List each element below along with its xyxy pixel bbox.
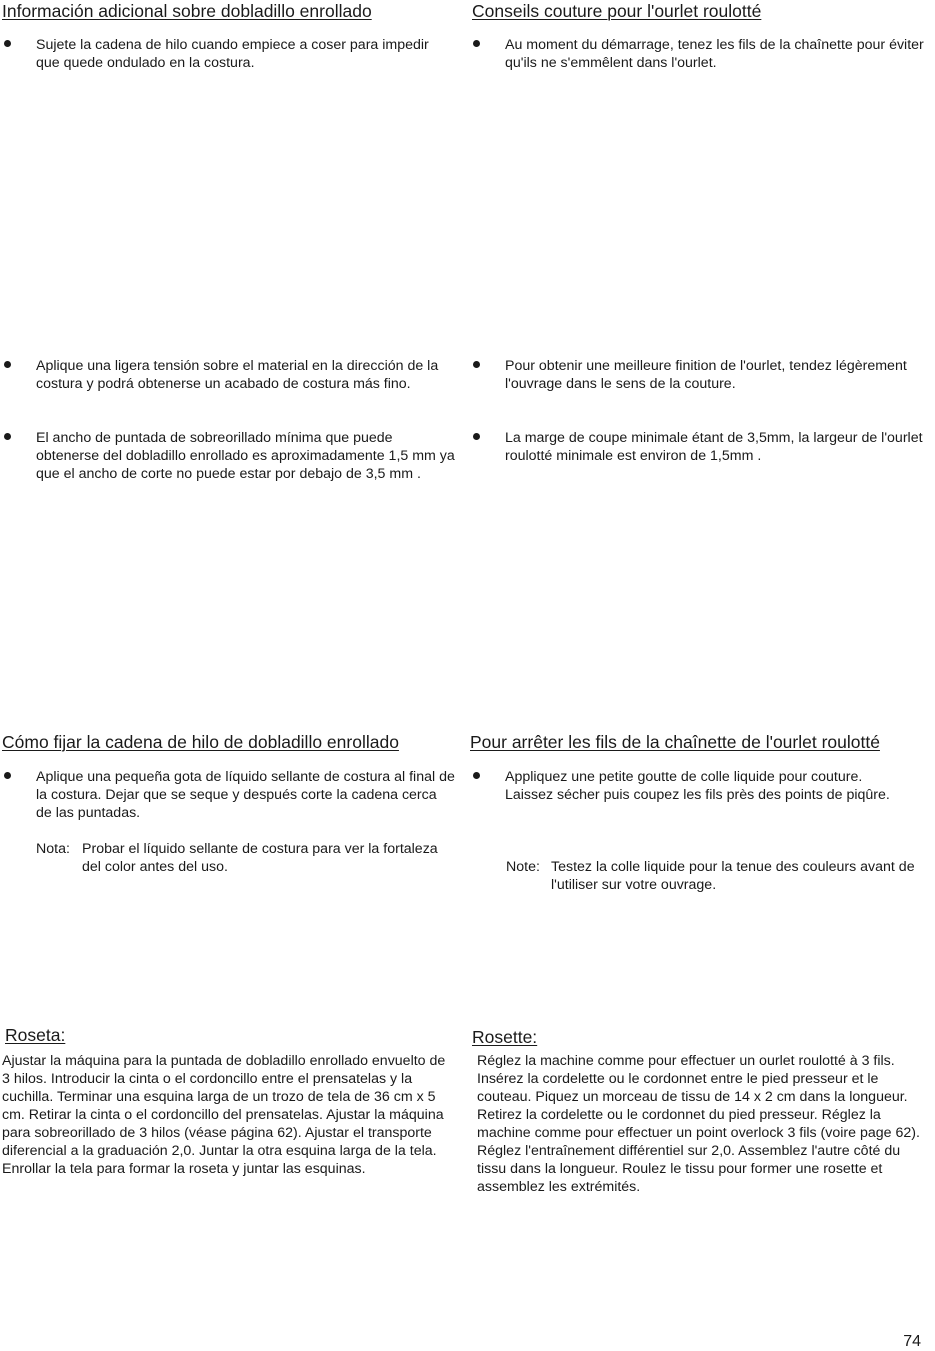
bullet-text: Aplique una pequeña gota de líquido sellante de costura al final de la costura. Dejar que se seque y después corte la cadena cerca de las puntadas.	[36, 769, 455, 821]
bullet-dot-icon	[4, 772, 11, 779]
bullet-text: El ancho de puntada de sobreorillado mínima que puede obtenerse del dobladillo enrollado es aproximadamente 1,5 mm ya que el ancho de corte no puede estar por debajo de 3,5 mm .	[36, 430, 455, 482]
bullet-text: Aplique una ligera tensión sobre el material en la dirección de la costura y podrá obtenerse un acabado de costura más fino.	[36, 358, 439, 392]
note-label: Note:	[506, 859, 540, 875]
bullet-dot-icon	[473, 40, 480, 47]
rosette-paragraph-fr: Réglez la machine comme pour effectuer un ourlet roulotté à 3 fils. Insérez la cordelette ou le cordonnet entre le pied presseur et le couteau. Piquez un morceau de tissu de 14 x 2 cm dans la longueur. Retirez la cordelette ou le cordonnet du pied presseur. Réglez la machine comme pour effectuer un point overlock 3 fils (voire page 62). Réglez l'entraînement différentiel sur 2,0. Assemblez l'autre côté du tissu dans la longueur. Roulez le tissu pour former une rosette et assemblez les extrémités.	[477, 1053, 920, 1195]
bullet-dot-icon	[473, 433, 480, 440]
spanish-column	[2, 0, 462, 1350]
note-label: Nota:	[36, 841, 70, 857]
heading-thread-chain-es: Cómo fijar la cadena de hilo de dobladillo enrollado	[2, 732, 399, 752]
bullet-dot-icon	[4, 433, 11, 440]
heading-rolled-hem-tips-fr: Conseils couture pour l'ourlet roulotté	[472, 1, 762, 21]
note	[36, 840, 456, 876]
bullet-text: La marge de coupe minimale étant de 3,5mm, la largeur de l'ourlet roulotté minimale est environ de 1,5mm .	[505, 430, 923, 464]
page-number: 74	[903, 1333, 921, 1350]
bullet-text: Appliquez une petite goutte de colle liquide pour couture. Laissez sécher puis coupez les fils près des points de piqûre.	[505, 769, 890, 803]
heading-rosette-fr: Rosette:	[472, 1027, 538, 1047]
bullet-dot-icon	[473, 772, 480, 779]
bullet-text: Au moment du démarrage, tenez les fils de la chaînette pour éviter qu'ils ne s'emmêlent dans l'ourlet.	[505, 37, 924, 71]
heading-thread-chain-fr: Pour arrêter les fils de la chaînette de l'ourlet roulotté	[470, 732, 880, 752]
heading-rolled-hem-info-es: Información adicional sobre dobladillo enrollado	[2, 1, 372, 21]
rosette-paragraph-es: Ajustar la máquina para la puntada de dobladillo enrollado envuelto de 3 hilos. Introducir la cinta o el cordoncillo entre el prensatelas y la cuchilla. Terminar una esquina larga de un trozo de tela de 36 cm x 5 cm. Retirar la cinta o el cordoncillo del prensatelas. Ajustar la máquina para sobreorillado de 3 hilos (véase página 62). Ajustar el transporte diferencial a la graduación 2,0. Juntar la otra esquina larga de la tela. Enrollar la tela para formar la roseta y juntar las esquinas.	[2, 1053, 446, 1177]
bullet-dot-icon	[473, 361, 480, 368]
heading-rosette-es: Roseta:	[5, 1025, 66, 1045]
bullet-text: Pour obtenir une meilleure finition de l'ourlet, tendez légèrement l'ouvrage dans le sens de la couture.	[505, 358, 907, 392]
note-text: Testez la colle liquide pour la tenue des couleurs avant de l'utiliser sur votre ouvrage.	[551, 859, 915, 893]
bullet-dot-icon	[4, 361, 11, 368]
note	[506, 858, 934, 894]
french-column	[470, 0, 935, 1350]
note-text: Probar el líquido sellante de costura para ver la fortaleza del color antes del uso.	[82, 841, 438, 875]
bullet-text: Sujete la cadena de hilo cuando empiece a coser para impedir que quede ondulado en la costura.	[36, 37, 429, 71]
bullet-dot-icon	[4, 40, 11, 47]
